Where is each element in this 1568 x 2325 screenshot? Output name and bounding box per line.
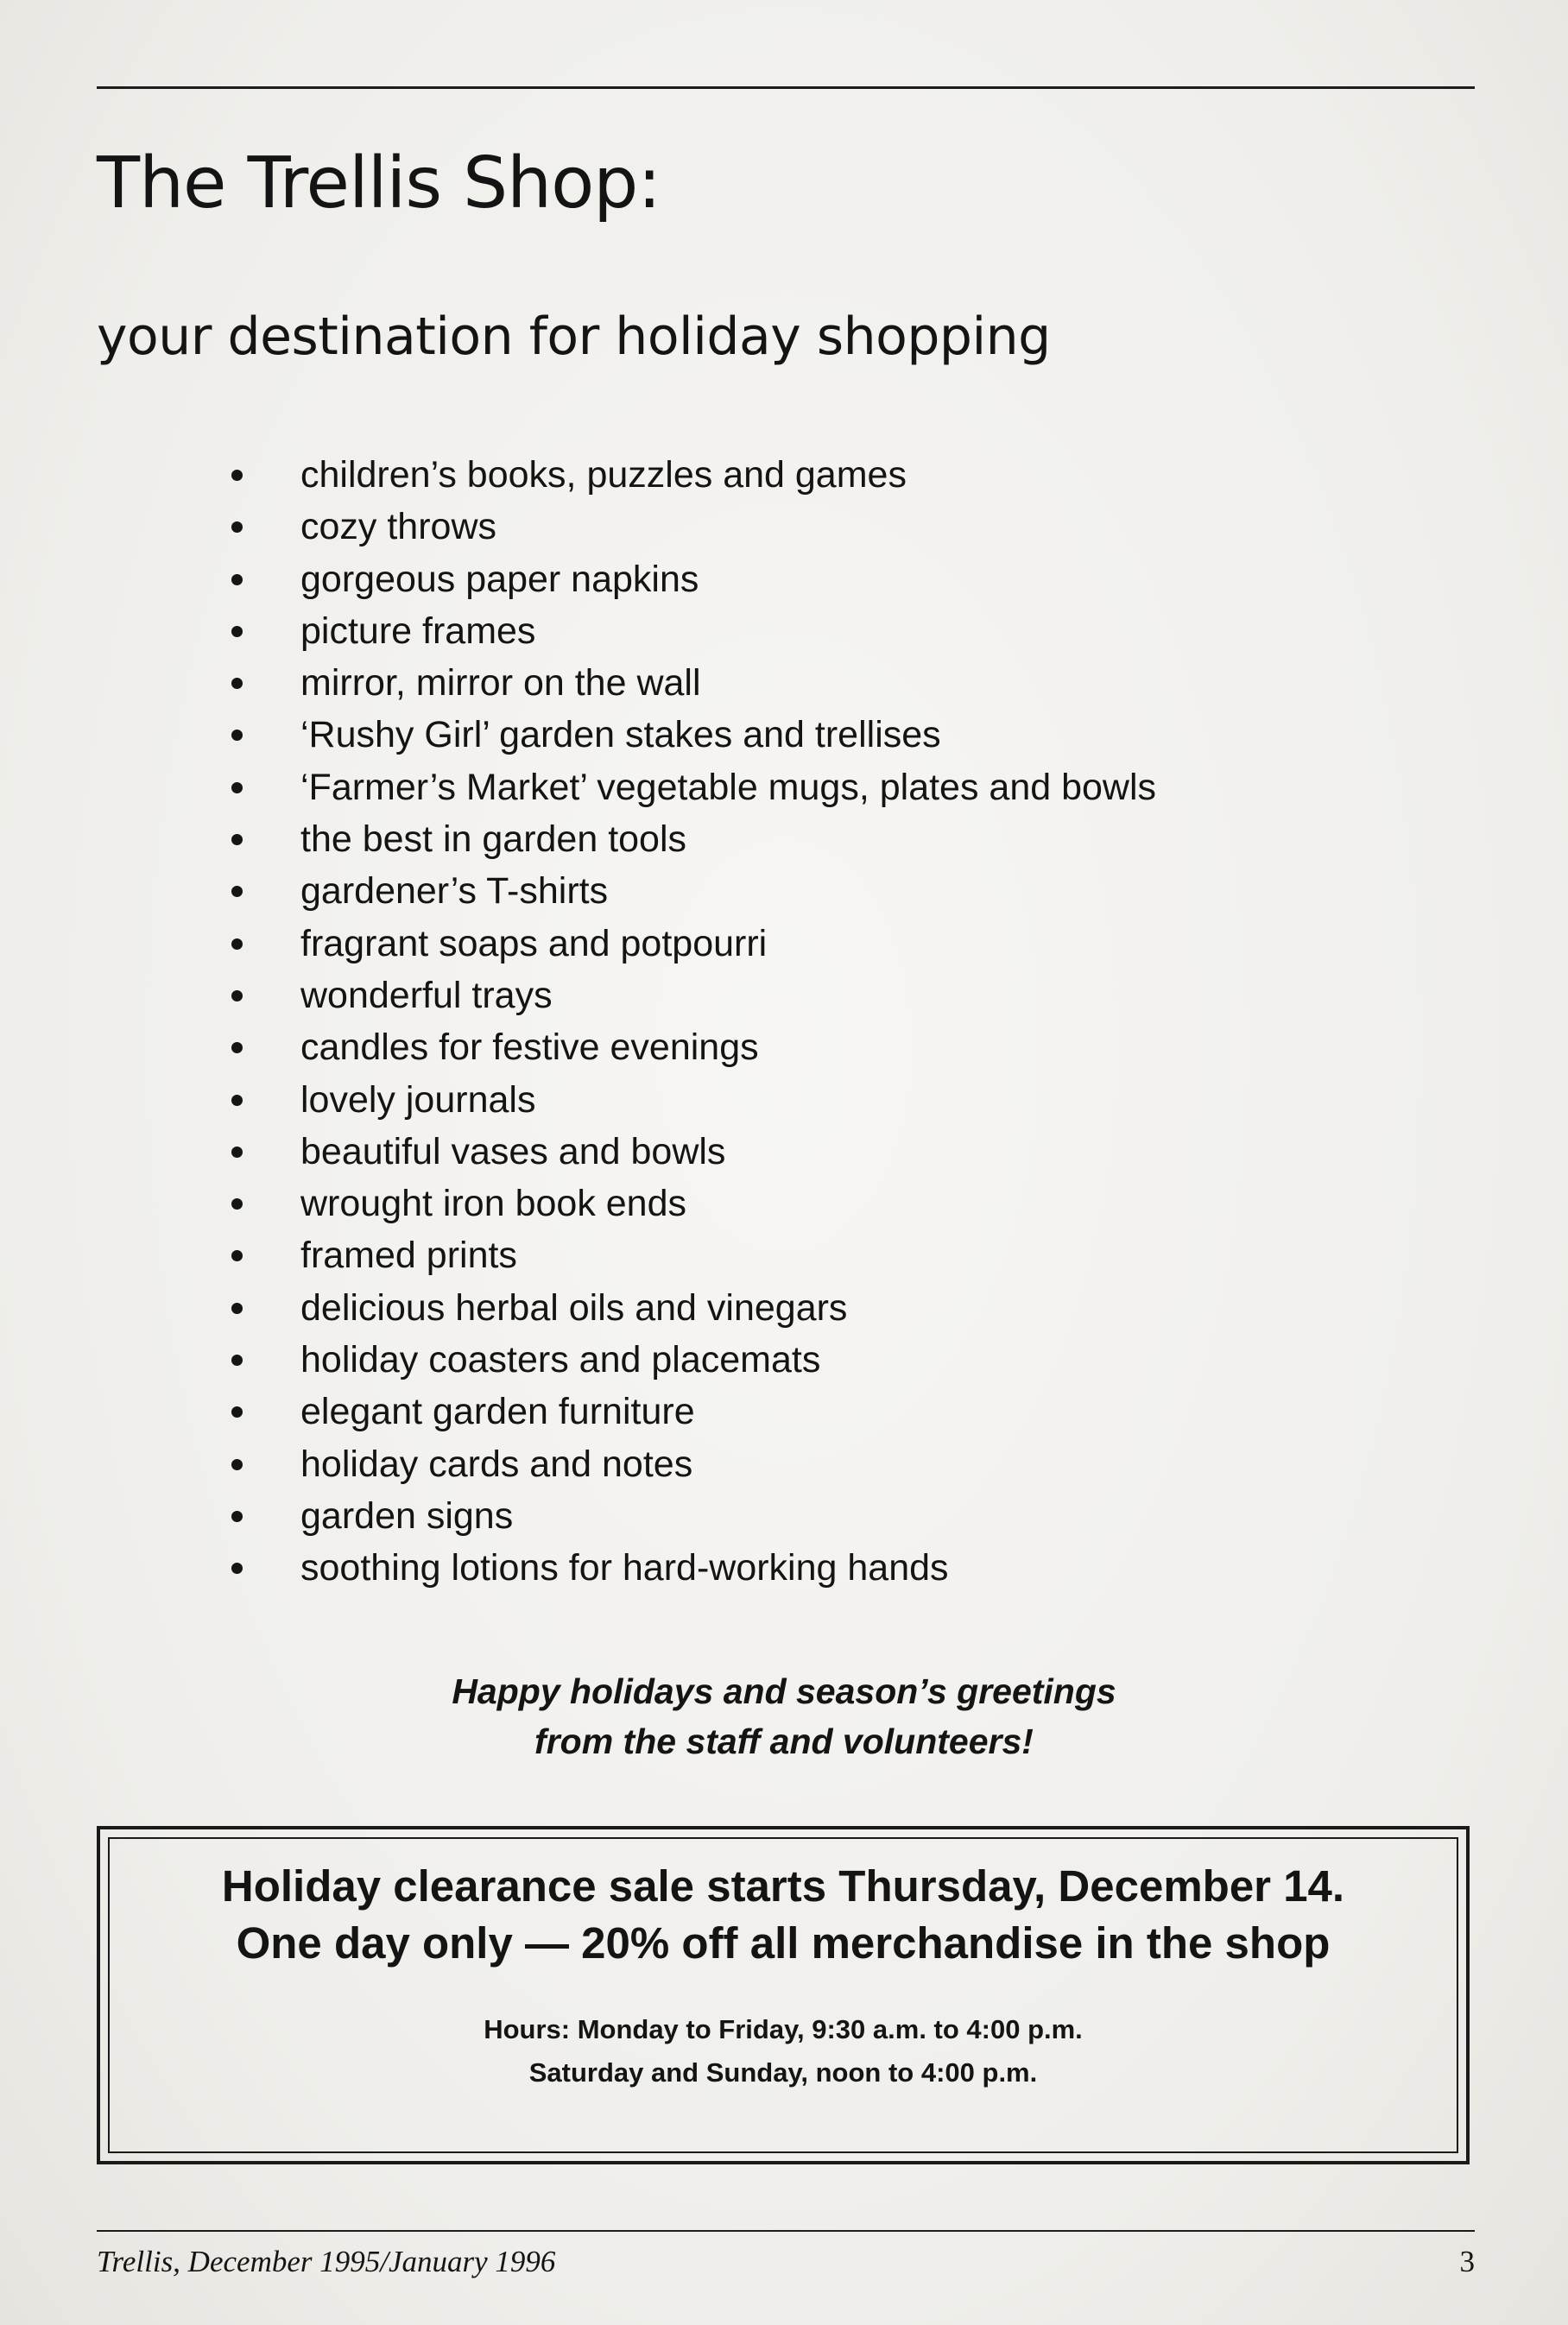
list-item xyxy=(224,1229,1156,1281)
bottom-rule xyxy=(97,2230,1475,2232)
bullet-icon xyxy=(231,1147,243,1158)
list-item-text: mirror, mirror on the wall xyxy=(300,662,701,704)
bullet-icon xyxy=(231,521,243,533)
shop-subtitle: your destination for holiday shopping xyxy=(97,306,1051,367)
page-number: 3 xyxy=(1459,2245,1475,2278)
list-item-text: children’s books, puzzles and games xyxy=(300,454,907,496)
list-item-text: gardener’s T-shirts xyxy=(300,870,609,913)
holiday-greeting xyxy=(0,1666,1568,1766)
weekend-hours: Saturday and Sunday, noon to 4:00 p.m. xyxy=(528,2057,1038,2088)
list-item xyxy=(224,605,1156,657)
bullet-icon xyxy=(231,626,243,637)
bullet-icon xyxy=(231,834,243,845)
list-item xyxy=(224,1386,1156,1437)
bullet-icon xyxy=(231,1563,243,1574)
list-item-text: beautiful vases and bowls xyxy=(300,1130,726,1172)
list-item xyxy=(224,501,1156,553)
shop-title: The Trellis Shop: xyxy=(97,142,661,224)
list-item-text: lovely journals xyxy=(300,1078,536,1121)
bullet-icon xyxy=(231,1303,243,1314)
list-item xyxy=(224,918,1156,970)
weekday-hours: Hours: Monday to Friday, 9:30 a.m. to 4:00 p.m. xyxy=(484,2014,1083,2044)
list-item-text: framed prints xyxy=(300,1235,517,1277)
top-rule xyxy=(97,86,1475,89)
list-item-text: elegant garden furniture xyxy=(300,1391,695,1433)
bullet-icon xyxy=(231,1511,243,1522)
sale-announcement-box xyxy=(97,1826,1470,2164)
sale-headline: Holiday clearance sale starts Thursday, December 14. xyxy=(221,1861,1345,1911)
list-item-text: holiday coasters and placemats xyxy=(300,1339,821,1381)
bullet-icon xyxy=(231,470,243,481)
list-item xyxy=(224,813,1156,865)
list-item xyxy=(224,761,1156,813)
list-item xyxy=(224,449,1156,501)
list-item xyxy=(224,1178,1156,1229)
bullet-icon xyxy=(231,1355,243,1366)
list-item-text: cozy throws xyxy=(300,506,497,548)
sale-discount-line: One day only — 20% off all merchandise in the shop xyxy=(236,1918,1331,1968)
greeting-line-2: from the staff and volunteers! xyxy=(534,1722,1034,1761)
list-item xyxy=(224,553,1156,605)
bullet-icon xyxy=(231,1042,243,1053)
bullet-icon xyxy=(231,1198,243,1210)
list-item-text: picture frames xyxy=(300,610,536,652)
list-item xyxy=(224,1021,1156,1073)
list-item-text: candles for festive evenings xyxy=(300,1027,759,1069)
bullet-icon xyxy=(231,1095,243,1106)
list-item xyxy=(224,657,1156,709)
greeting-line-1: Happy holidays and season’s greetings xyxy=(452,1671,1116,1711)
list-item xyxy=(224,1334,1156,1386)
list-item xyxy=(224,1282,1156,1334)
list-item-text: wrought iron book ends xyxy=(300,1183,687,1225)
bullet-icon xyxy=(231,886,243,897)
list-item-text: garden signs xyxy=(300,1494,514,1537)
shop-hours xyxy=(110,2008,1457,2094)
list-item-text: ‘Rushy Girl’ garden stakes and trellises xyxy=(300,714,941,756)
bullet-icon xyxy=(231,574,243,585)
bullet-icon xyxy=(231,990,243,1001)
list-item xyxy=(224,1438,1156,1490)
bullet-icon xyxy=(231,678,243,689)
list-item-text: wonderful trays xyxy=(300,974,553,1016)
list-item xyxy=(224,1126,1156,1178)
bullet-icon xyxy=(231,1459,243,1470)
list-item-text: soothing lotions for hard-working hands xyxy=(300,1547,949,1589)
list-item-text: the best in garden tools xyxy=(300,818,687,861)
list-item xyxy=(224,1074,1156,1126)
bullet-icon xyxy=(231,938,243,950)
bullet-icon xyxy=(231,1250,243,1261)
bullet-icon xyxy=(231,730,243,741)
sale-inner-frame xyxy=(108,1837,1458,2153)
list-item xyxy=(224,709,1156,761)
list-item xyxy=(224,1542,1156,1594)
list-item-text: holiday cards and notes xyxy=(300,1443,693,1485)
list-item-text: delicious herbal oils and vinegars xyxy=(300,1286,848,1329)
list-item-text: fragrant soaps and potpourri xyxy=(300,922,768,964)
list-item-text: ‘Farmer’s Market’ vegetable mugs, plates and bowls xyxy=(300,766,1157,808)
list-item-text: gorgeous paper napkins xyxy=(300,558,699,600)
publication-footer: Trellis, December 1995/January 1996 xyxy=(97,2245,556,2278)
merchandise-list xyxy=(224,449,1156,1595)
list-item xyxy=(224,970,1156,1021)
list-item xyxy=(224,1490,1156,1542)
bullet-icon xyxy=(231,1406,243,1418)
bullet-icon xyxy=(231,782,243,793)
list-item xyxy=(224,865,1156,917)
